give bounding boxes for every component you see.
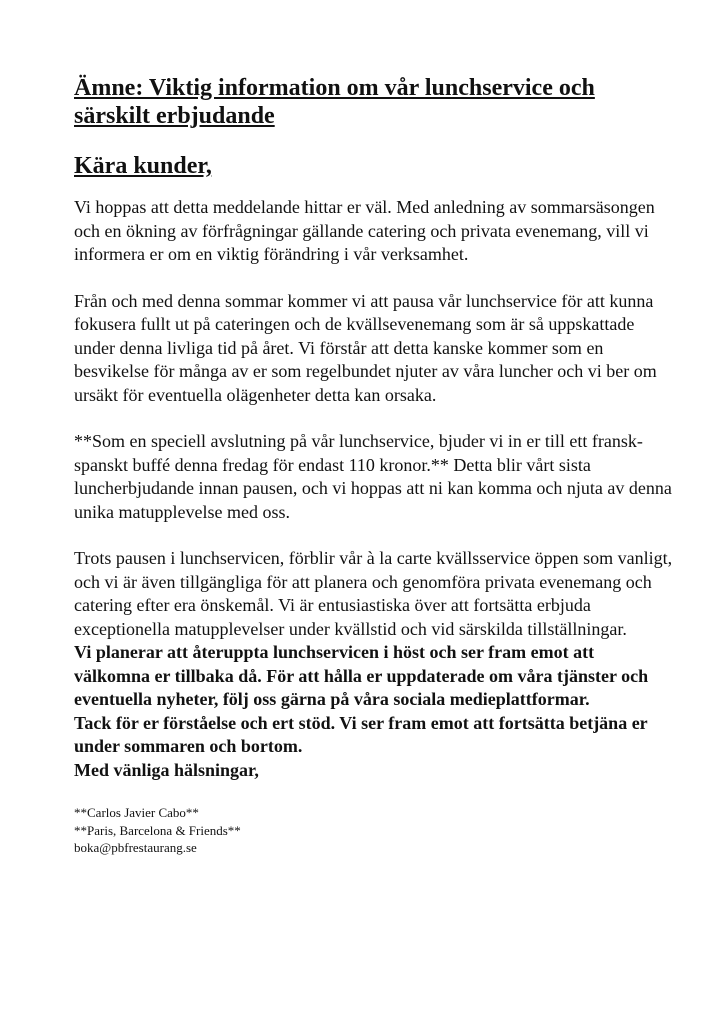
lunch-pause-paragraph: Från och med denna sommar kommer vi att pausa vår lunchservice för att kunna fokusera fullt ut på cateringen och de kvällsevenemang som är så uppskattade under denna livliga tid på året. Vi förstår att detta kanske kommer som en besvikelse för många av er som regelbundet njuter av våra luncher och vi ber om ursäkt för eventuella olägenheter detta kan orsaka. — [74, 290, 657, 405]
signature-name: **Carlos Javier Cabo** — [74, 805, 199, 820]
special-offer-paragraph: **Som en speciell avslutning på vår lunchservice, bjuder vi in er till ett fransk-spanskt buffé denna fredag för endast 110 kronor.** Detta blir vårt sista luncherbjudande innan pausen, och vi hoppas att ni kan komma och njuta av denna unika matupplevelse med oss. — [74, 431, 672, 522]
signature-email: boka@pbfrestaurang.se — [74, 840, 197, 855]
resume-paragraph: Vi planerar att återuppta lunchservicen i höst och ser fram emot att välkomna er tillbaka då. För att hålla er uppdaterade om våra tjänster och eventuella nyheter, följ oss gärna på våra sociala medieplattformar. — [74, 642, 649, 709]
letter-page — [74, 74, 674, 857]
intro-paragraph: Vi hoppas att detta meddelande hittar er väl. Med anledning av sommarsäsongen och en ökning av förfrågningar gällande catering och privata evenemang, vill vi informera er om en viktig förändring i vår verksamhet. — [74, 197, 655, 264]
thanks-paragraph: Tack för er förståelse och ert stöd. Vi ser fram emot att fortsätta betjäna er under sommaren och bortom. — [74, 712, 648, 756]
subject-heading: Ämne: Viktig information om vår lunchservice och särskilt erbjudande — [74, 75, 595, 129]
closing-line: Med vänliga hälsningar, — [74, 759, 259, 780]
signature-block — [74, 804, 674, 857]
evening-service-paragraph: Trots pausen i lunchservicen, förblir vår à la carte kvällsservice öppen som vanligt, och vi är även tillgängliga för att planera och genomföra privata evenemang och catering efter era önskemål. Vi är entusiastiska över att fortsätta erbjuda exceptionella matupplevelser under kvällstid och vid särskilda tillställningar. — [74, 548, 673, 639]
signature-company: **Paris, Barcelona & Friends** — [74, 822, 241, 838]
greeting-heading: Kära kunder, — [74, 153, 212, 179]
